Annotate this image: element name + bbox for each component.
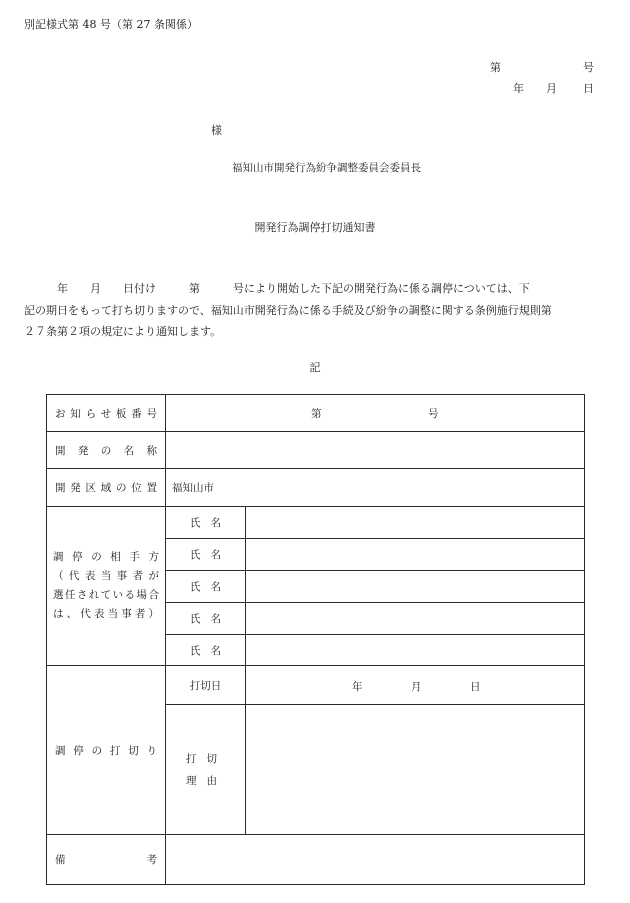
party-label-line: は、代表当事者） xyxy=(53,608,159,620)
party-name-label: 氏名 xyxy=(166,571,246,603)
termination-date-field[interactable] xyxy=(246,666,585,705)
ki-heading: 記 xyxy=(309,361,321,374)
issue-date-year: 年 xyxy=(513,82,524,95)
table-row xyxy=(47,666,585,705)
party-name-field[interactable] xyxy=(246,539,585,571)
document-number-suffix: 号 xyxy=(583,61,594,74)
termination-date-year: 年 xyxy=(352,681,363,693)
table-row xyxy=(47,432,585,469)
party-name-label: 氏名 xyxy=(166,603,246,635)
party-name-label: 氏名 xyxy=(166,635,246,666)
table-row xyxy=(47,469,585,507)
body-line: ２７条第２項の規定により通知します。 xyxy=(24,325,222,338)
dev-name-label: 開発の名称 xyxy=(47,432,166,469)
location-field[interactable]: 福知山市 xyxy=(166,469,585,507)
table-row xyxy=(47,395,585,432)
party-label-line: 選任されている場合 xyxy=(53,589,159,601)
issue-date-month: 月 xyxy=(546,82,557,95)
termination-date-day: 日 xyxy=(470,681,481,693)
party-name-field[interactable] xyxy=(246,635,585,666)
remarks-label: 備考 xyxy=(47,835,166,885)
document-number-prefix: 第 xyxy=(490,61,501,74)
termination-reason-label xyxy=(166,705,246,835)
termination-reason-label-line: 打切 xyxy=(186,752,227,765)
notice-board-label: お知らせ板番号 xyxy=(47,395,166,432)
form-table xyxy=(46,394,585,885)
party-name-field[interactable] xyxy=(246,571,585,603)
termination-date-label: 打切日 xyxy=(166,666,246,705)
form-number-note: 別記様式第 48 号（第 27 条関係） xyxy=(24,18,198,31)
dev-name-field[interactable] xyxy=(166,432,585,469)
body-text xyxy=(24,278,608,343)
notice-board-number-field[interactable] xyxy=(166,395,585,432)
party-label-line: 調停の相手方 xyxy=(53,551,159,563)
table-row xyxy=(47,835,585,885)
termination-reason-field[interactable] xyxy=(246,705,585,835)
party-label xyxy=(47,507,166,666)
notice-board-suffix: 号 xyxy=(428,408,439,420)
termination-label: 調停の打切り xyxy=(47,666,166,835)
sender: 福知山市開発行為紛争調整委員会委員長 xyxy=(232,162,421,174)
party-name-label: 氏名 xyxy=(166,507,246,539)
body-line: 年 月 日付け 第 号により開始した下記の開発行為に係る調停については、下 xyxy=(24,282,530,295)
termination-reason-label-line: 理由 xyxy=(186,774,227,787)
addressee: 様 xyxy=(211,124,222,137)
document-title: 開発行為調停打切通知書 xyxy=(254,221,376,234)
body-line: 記の期日をもって打ち切りますので、福知山市開発行為に係る手続及び紛争の調整に関する条例施行規則第 xyxy=(24,303,552,317)
remarks-field[interactable] xyxy=(166,835,585,885)
party-name-label: 氏名 xyxy=(166,539,246,571)
location-label: 開発区域の位置 xyxy=(47,469,166,507)
party-name-field[interactable] xyxy=(246,603,585,635)
termination-date-month: 月 xyxy=(411,681,422,693)
issue-date-day: 日 xyxy=(583,82,594,95)
party-name-field[interactable] xyxy=(246,507,585,539)
table-row xyxy=(47,507,585,539)
party-label-line: （代表当事者が xyxy=(53,570,159,582)
notice-board-prefix: 第 xyxy=(311,408,322,420)
